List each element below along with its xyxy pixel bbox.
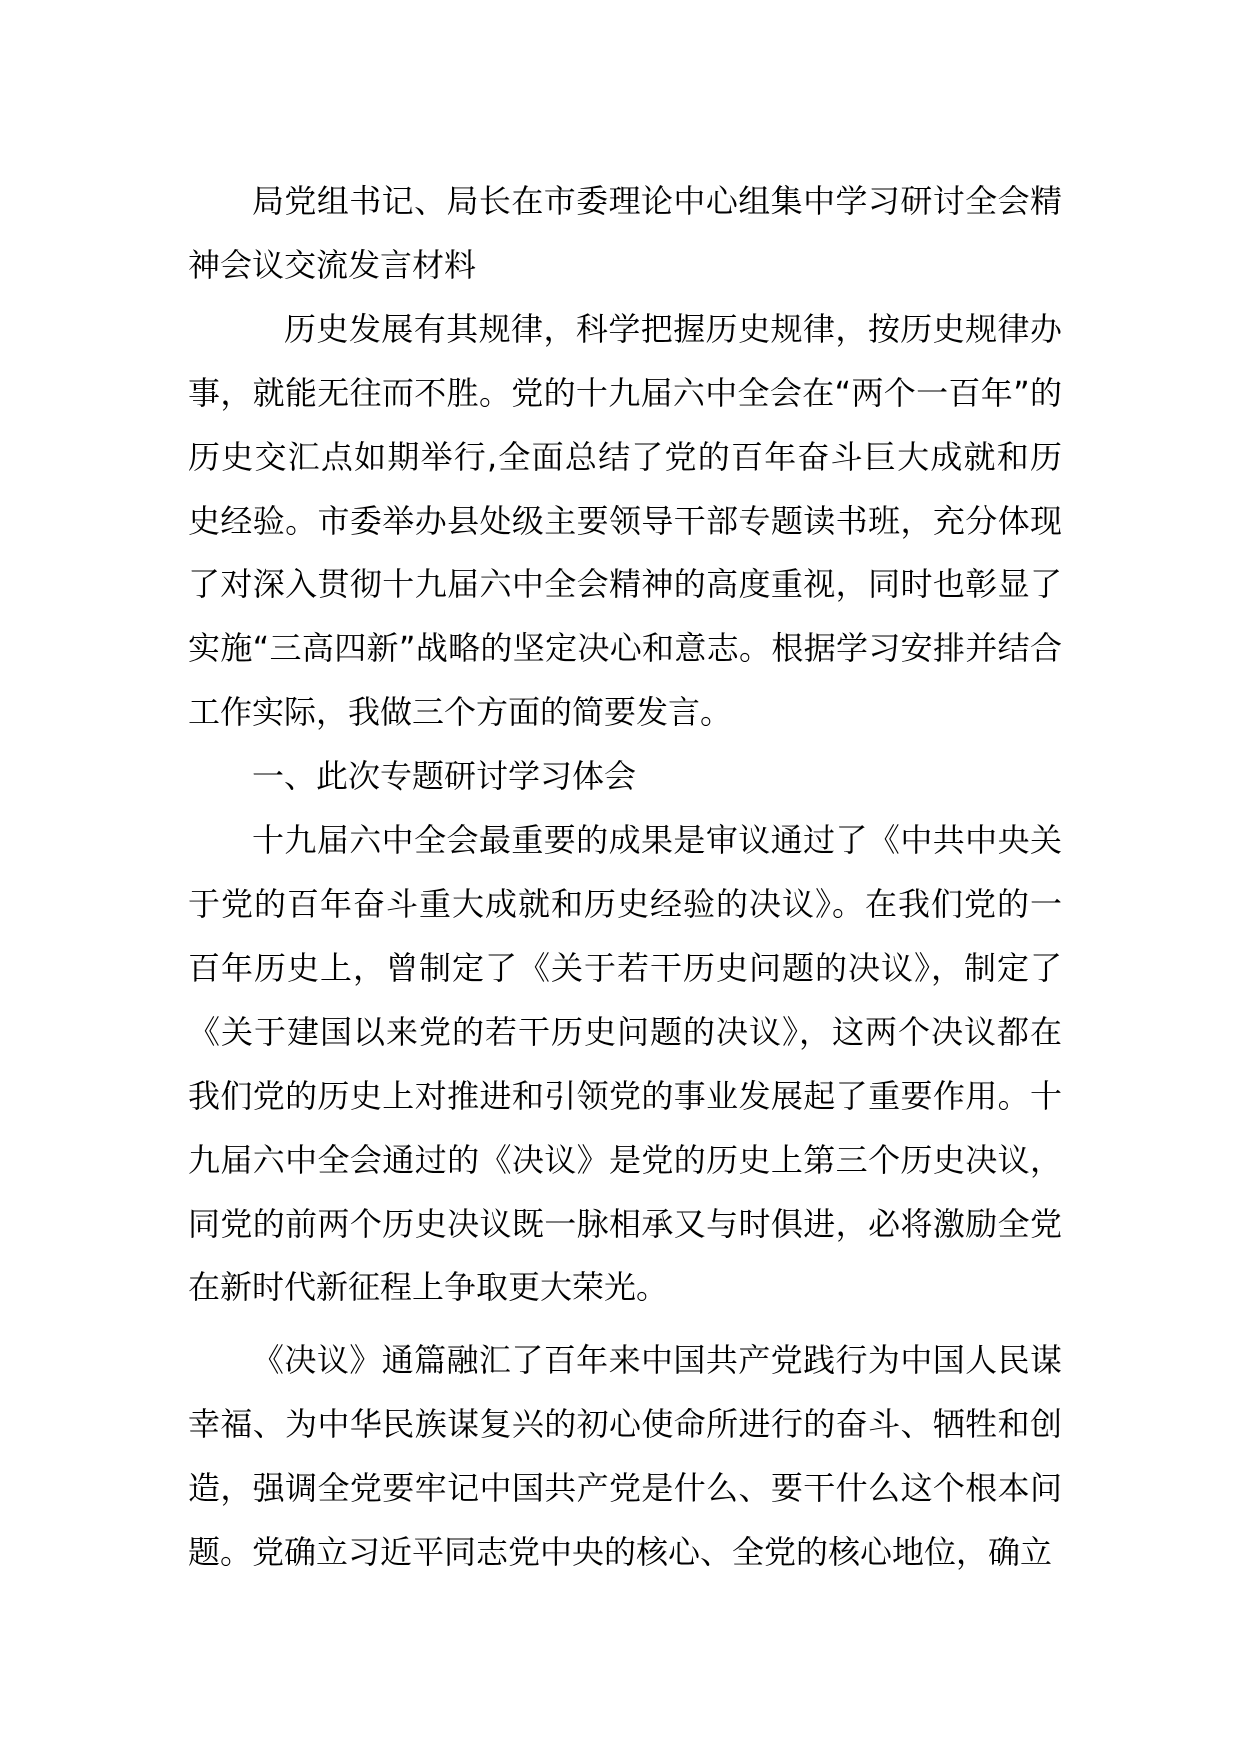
section-heading: 一、此次专题研讨学习体会 [252,757,637,796]
paragraph-resolution: 十九届六中全会最重要的成果是审议通过了《中共中央关于党的百年奋斗重大成就和历史经验的决议》。在我们党的一百年历史上，曾制定了《关于若干历史问题的决议》，制定了《关于建国以来党的若干历史问题的决议》，这两个决议都在我们党的历史上对推进和引领党的事业发展起了重要作用。十九届六中全会通过的《决议》是党的历史上第三个历史决议，同党的前两个历史决议既一脉相承又与时俱进，必将激励全党在新时代新征程上争取更大荣光。 [188,821,1062,1307]
paragraph-intro: 历史发展有其规律，科学把握历史规律，按历史规律办事，就能无往而不胜。党的十九届六中全会在“两个一百年”的历史交汇点如期举行,全面总结了党的百年奋斗巨大成就和历史经验。市委举办县处级主要领导干部专题读书班，充分体现了对深入贯彻十九届六中全会精神的高度重视，同时也彰显了实施“三高四新”战略的坚定决心和意志。根据学习安排并结合工作实际，我做三个方面的简要发言。 [188,309,1062,732]
document-title: 局党组书记、局长在市委理论中心组集中学习研讨全会精神会议交流发言材料 [188,182,1062,284]
paragraph-decision: 《决议》通篇融汇了百年来中国共产党践行为中国人民谋幸福、为中华民族谋复兴的初心使命所进行的奋斗、牺牲和创造，强调全党要牢记中国共产党是什么、要干什么这个根本问题。党确立习近平同志党中央的核心、全党的核心地位，确立 [188,1341,1062,1572]
